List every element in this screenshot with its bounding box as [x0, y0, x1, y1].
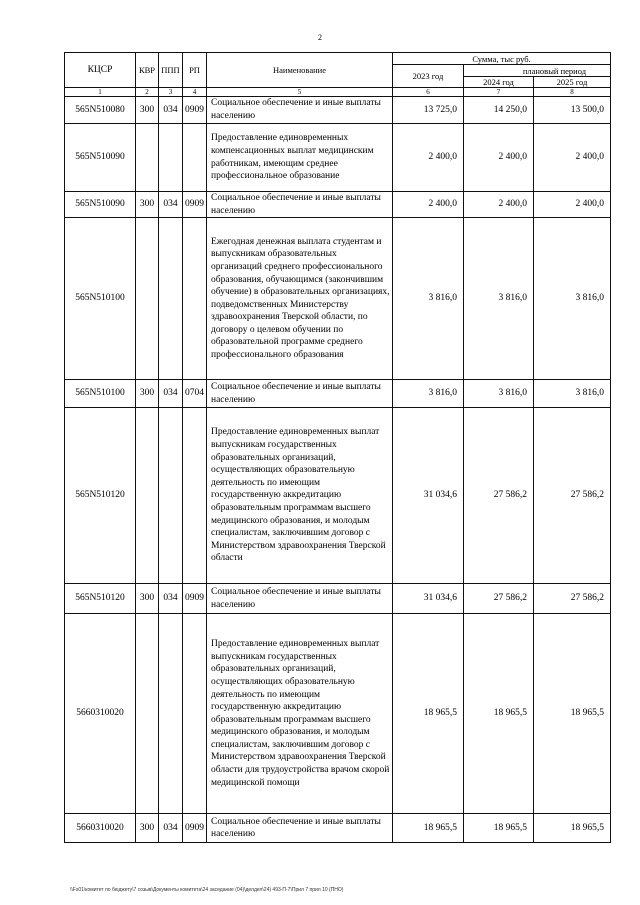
- kcsr-cell: 565N510080: [65, 97, 136, 124]
- header-planned-period: плановый период: [464, 65, 611, 77]
- header-ppp: ППП: [159, 53, 183, 88]
- column-number: 3: [159, 88, 183, 97]
- kcsr-cell: 565N510100: [65, 218, 136, 380]
- kvr-cell: [136, 614, 159, 814]
- table-row: [65, 97, 611, 124]
- table-row: [65, 584, 611, 614]
- name-cell: Социальное обеспечение и иные выплаты населению: [207, 97, 393, 124]
- name-cell: Социальное обеспечение и иные выплаты населению: [207, 192, 393, 218]
- kcsr-cell: 565N510090: [65, 192, 136, 218]
- kvr-cell: [136, 124, 159, 192]
- amount-2023-cell: 3 816,0: [393, 380, 464, 408]
- table-row: [65, 218, 611, 380]
- rp-cell: [183, 614, 207, 814]
- ppp-cell: [159, 408, 183, 584]
- header-name: Наименование: [207, 53, 393, 88]
- column-number: 5: [207, 88, 393, 97]
- header-year-2023: 2023 год: [393, 65, 464, 88]
- kvr-cell: 300: [136, 97, 159, 124]
- amount-2024-cell: 14 250,0: [464, 97, 534, 124]
- amount-2023-cell: 3 816,0: [393, 218, 464, 380]
- name-cell: Социальное обеспечение и иные выплаты населению: [207, 380, 393, 408]
- amount-2025-cell: 2 400,0: [534, 192, 611, 218]
- ppp-cell: [159, 124, 183, 192]
- kvr-cell: 300: [136, 814, 159, 843]
- column-number: 2: [136, 88, 159, 97]
- column-number: 1: [65, 88, 136, 97]
- rp-cell: 0909: [183, 97, 207, 124]
- amount-2024-cell: 27 586,2: [464, 584, 534, 614]
- amount-2025-cell: 27 586,2: [534, 408, 611, 584]
- kcsr-cell: 565N510100: [65, 380, 136, 408]
- kvr-cell: 300: [136, 380, 159, 408]
- ppp-cell: 034: [159, 584, 183, 614]
- table-row: [65, 814, 611, 843]
- amount-2025-cell: 13 500,0: [534, 97, 611, 124]
- amount-2025-cell: 3 816,0: [534, 218, 611, 380]
- table-row: [65, 408, 611, 584]
- kvr-cell: [136, 408, 159, 584]
- kcsr-cell: 565N510120: [65, 408, 136, 584]
- header-rp: РП: [183, 53, 207, 88]
- amount-2023-cell: 18 965,5: [393, 614, 464, 814]
- amount-2023-cell: 31 034,6: [393, 584, 464, 614]
- ppp-cell: 034: [159, 380, 183, 408]
- amount-2024-cell: 18 965,5: [464, 614, 534, 814]
- ppp-cell: 034: [159, 814, 183, 843]
- amount-2025-cell: 2 400,0: [534, 124, 611, 192]
- column-numbers-row: [65, 88, 611, 97]
- table-row: [65, 614, 611, 814]
- rp-cell: 0909: [183, 814, 207, 843]
- header-sum: Сумма, тыс руб.: [393, 53, 611, 65]
- table-row: [65, 192, 611, 218]
- kcsr-cell: 5660310020: [65, 614, 136, 814]
- amount-2023-cell: 13 725,0: [393, 97, 464, 124]
- amount-2023-cell: 2 400,0: [393, 124, 464, 192]
- amount-2024-cell: 2 400,0: [464, 192, 534, 218]
- name-cell: Социальное обеспечение и иные выплаты населению: [207, 584, 393, 614]
- rp-cell: 0704: [183, 380, 207, 408]
- amount-2023-cell: 18 965,5: [393, 814, 464, 843]
- name-cell: Предоставление единовременных выплат выпускникам государственных образовательных организаций, осуществляющих образовательную деятельность по имеющим государственную аккредитацию образовательным программам высшего медицинского образования, и молодым специалистам, заключившим договор с Министерством здравоохранения Тверской области: [207, 408, 393, 584]
- rp-cell: [183, 408, 207, 584]
- header-year-2025: 2025 год: [534, 77, 611, 88]
- amount-2024-cell: 27 586,2: [464, 408, 534, 584]
- kcsr-cell: 565N510090: [65, 124, 136, 192]
- name-cell: Предоставление единовременных компенсационных выплат медицинским работникам, имеющим среднее профессиональное образование: [207, 124, 393, 192]
- footer-file-path: \\Fs01\комитет по бюджету\7 созыв\Документы комитета\24 заседание (04)\делдел\24) 493-П-7\Прил 7 прил 10 (ПНО): [70, 887, 344, 893]
- amount-2024-cell: 3 816,0: [464, 380, 534, 408]
- name-cell: Ежегодная денежная выплата студентам и выпускникам образовательных организаций среднего профессионального образования, обучающимся (закончившим обучение) в образовательных организациях, подведомственных Министерству здравоохранения Тверской области, по договору о целевом обучении по образовательной программе среднего профессионального образования: [207, 218, 393, 380]
- amount-2025-cell: 18 965,5: [534, 614, 611, 814]
- rp-cell: [183, 124, 207, 192]
- column-number: 8: [534, 88, 611, 97]
- kvr-cell: 300: [136, 192, 159, 218]
- table-row: [65, 380, 611, 408]
- page-number: 2: [318, 33, 322, 42]
- kvr-cell: 300: [136, 584, 159, 614]
- amount-2025-cell: 18 965,5: [534, 814, 611, 843]
- name-cell: Предоставление единовременных выплат выпускникам государственных образовательных организаций, осуществляющих образовательную деятельность по имеющим государственную аккредитацию образовательным программам высшего медицинского образования, и молодым специалистам, заключившим договор с Министерством здравоохранения Тверской области для трудоустройства врачом скорой медицинской помощи: [207, 614, 393, 814]
- amount-2023-cell: 31 034,6: [393, 408, 464, 584]
- kcsr-cell: 565N510120: [65, 584, 136, 614]
- header-kcsr: КЦСР: [65, 53, 136, 88]
- amount-2024-cell: 18 965,5: [464, 814, 534, 843]
- amount-2024-cell: 3 816,0: [464, 218, 534, 380]
- rp-cell: 0909: [183, 584, 207, 614]
- amount-2024-cell: 2 400,0: [464, 124, 534, 192]
- amount-2025-cell: 3 816,0: [534, 380, 611, 408]
- ppp-cell: 034: [159, 192, 183, 218]
- column-number: 6: [393, 88, 464, 97]
- name-cell: Социальное обеспечение и иные выплаты населению: [207, 814, 393, 843]
- amount-2025-cell: 27 586,2: [534, 584, 611, 614]
- ppp-cell: 034: [159, 97, 183, 124]
- header-kvr: КВР: [136, 53, 159, 88]
- column-number: 7: [464, 88, 534, 97]
- header-year-2024: 2024 год: [464, 77, 534, 88]
- budget-table: [64, 52, 611, 843]
- kvr-cell: [136, 218, 159, 380]
- table-row: [65, 124, 611, 192]
- rp-cell: 0909: [183, 192, 207, 218]
- kcsr-cell: 5660310020: [65, 814, 136, 843]
- amount-2023-cell: 2 400,0: [393, 192, 464, 218]
- column-number: 4: [183, 88, 207, 97]
- ppp-cell: [159, 218, 183, 380]
- ppp-cell: [159, 614, 183, 814]
- rp-cell: [183, 218, 207, 380]
